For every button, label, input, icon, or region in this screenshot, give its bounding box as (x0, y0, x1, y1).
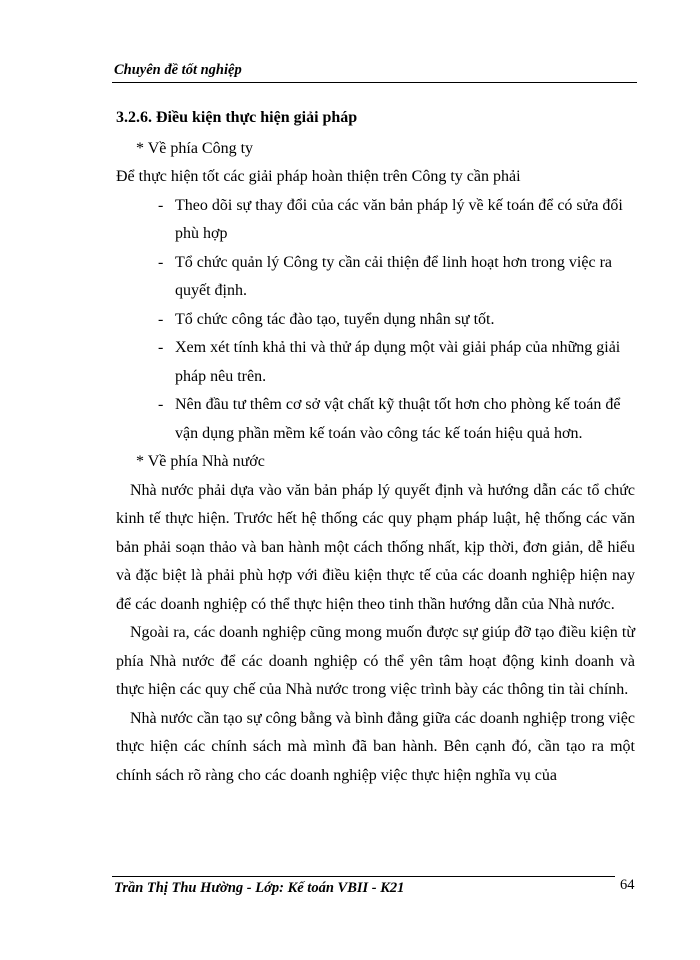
bullet-text: Tổ chức công tác đào tạo, tuyển dụng nhân sự tốt. (175, 310, 495, 328)
state-heading: * Về phía Nhà nước (136, 453, 265, 470)
bullet-marker: - (158, 339, 164, 356)
paragraph: Nhà nước cần tạo sự công bằng và bình đẳng giữa các doanh nghiệp trong việc thực hiện các chính sách mà mình đã ban hành. Bên cạnh đó, cần tạo ra một chính sách rõ ràng cho các doanh nghiệp việc thực hiện nghĩa vụ của (116, 709, 635, 784)
footer-author: Trần Thị Thu Hường - Lớp: Kế toán VBII - K21 (114, 880, 405, 896)
page-number: 64 (620, 877, 635, 893)
bullet-item (116, 391, 635, 448)
document-body (116, 104, 635, 790)
bullet-marker: - (158, 253, 164, 271)
bullet-item (116, 306, 635, 335)
company-bullet-list (116, 192, 635, 449)
bullet-marker: - (158, 196, 164, 214)
bullet-item (116, 192, 635, 249)
page-header-title: Chuyên đề tốt nghiệp (114, 62, 242, 78)
bullet-text: Nên đầu tư thêm cơ sở vật chất kỹ thuật tốt hơn cho phòng kế toán để vận dụng phần mềm kế toán vào công tác kế toán hiệu quả hơn. (175, 396, 621, 442)
bullet-text: Tổ chức quản lý Công ty cần cải thiện để linh hoạt hơn trong việc ra quyết định. (175, 253, 613, 299)
header-divider (112, 82, 637, 83)
bullet-item (116, 249, 635, 306)
bullet-text: Theo dõi sự thay đổi của các văn bản pháp lý về kế toán để có sửa đổi phù hợp (175, 196, 623, 242)
section-title: 3.2.6. Điều kiện thực hiện giải pháp (116, 109, 358, 126)
bullet-marker: - (158, 310, 164, 328)
bullet-text: Xem xét tính khả thi và thử áp dụng một vài giải pháp của những giải pháp nêu trên. (175, 339, 621, 385)
paragraph: Nhà nước phải dựa vào văn bản pháp lý quyết định và hướng dẫn các tổ chức kinh tế thực hiện. Trước hết hệ thống các quy phạm pháp luật, hệ thống các văn bản phải soạn thảo và ban hành một cách thống nhất, kịp thời, đơn giản, dễ hiểu và đặc biệt là phải phù hợp với điều kiện thực tế của các doanh nghiệp hiện nay để các doanh nghiệp có thể thực hiện theo tinh thần hướng dẫn của Nhà nước. (116, 481, 635, 613)
bullet-marker: - (158, 396, 164, 413)
bullet-item (116, 334, 635, 391)
footer-divider (112, 876, 615, 877)
company-heading: * Về phía Công ty (136, 139, 254, 157)
paragraph: Ngoài ra, các doanh nghiệp cũng mong muốn được sự giúp đỡ tạo điều kiện từ phía Nhà nước để các doanh nghiệp có thể yên tâm hoạt động kinh doanh và thực hiện các quy chế của Nhà nước trong việc trình bày các thông tin tài chính. (116, 624, 635, 698)
company-intro: Để thực hiện tốt các giải pháp hoàn thiện trên Công ty cần phải (116, 168, 521, 185)
